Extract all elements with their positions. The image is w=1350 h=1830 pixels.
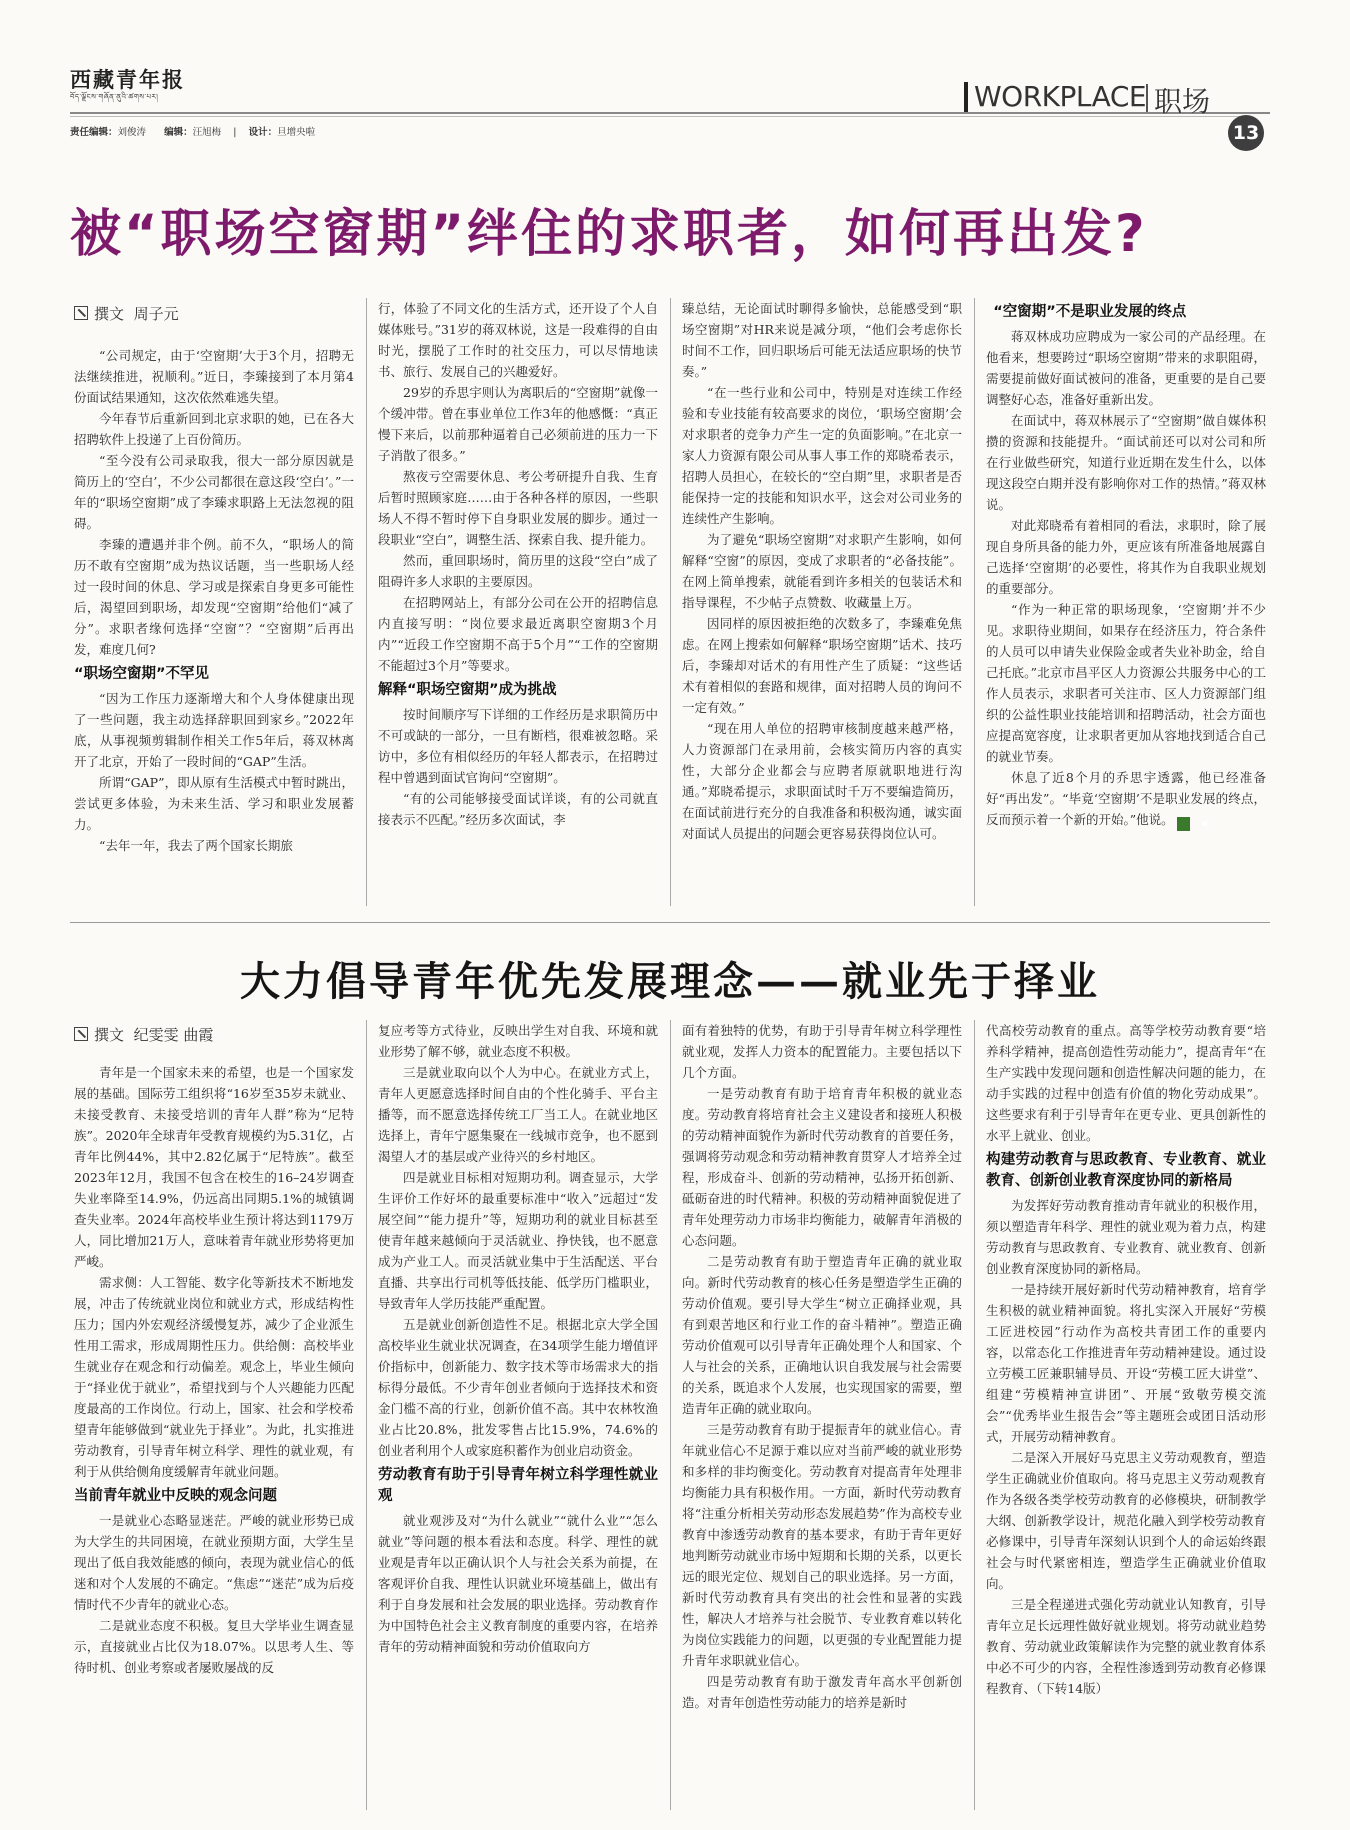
paragraph: [986, 515, 1266, 599]
paragraph-text: 解释“职场空窗期”成为挑战: [378, 682, 557, 698]
paragraph-text: “空窗期”不是职业发展的终点: [993, 304, 1187, 320]
article1-column-4: [986, 298, 1266, 831]
column-divider: [974, 1020, 975, 1810]
paragraph: [74, 1510, 354, 1615]
paragraph-text: 臻总结，无论面试时聊得多愉快，总能感受到“职场空窗期”对HR来说是减分项，“他们会考虑你长时间不工作，回归职场后可能无法适应职场的快节奏。”: [682, 301, 962, 379]
paragraph-text: “有的公司能够接受面试详谈，有的公司就直接表示不匹配。”经历多次面试，李: [378, 791, 658, 827]
byline-label: 撰文: [94, 1026, 125, 1044]
paragraph-text: 四是就业目标相对短期功利。调查显示，大学生评价工作好坏的最重要标准中“收入”远超过“发展空间”“能力提升”等，短期功利的就业目标甚至使青年越来越倾向于灵活就业、挣快钱，也不愿意成为产业工人。而灵活就业集中于生活配送、平台直播、共享出行司机等低技能、低学历门槛职业，导致青年人学历技能严重配置。: [378, 1170, 658, 1311]
paragraph: [986, 410, 1266, 515]
article1-column-1: [74, 345, 354, 856]
paragraph-text: “去年一年，我去了两个国家长期旅: [99, 838, 293, 853]
paragraph-text: “公司规定，由于‘空窗期’大于3个月，招聘无法继续推进，祝顺利。”近日，李臻接到了本月第4份面试结果通知，这次依然难逃失望。: [74, 348, 354, 405]
article2-column-4: [986, 1020, 1266, 1699]
article-separator-rule: [70, 922, 1270, 923]
paragraph-text: 对此郑晓希有着相同的看法，求职时，除了展现自身所具备的能力外，更应该有所准备地展露自己选择‘空窗期’的必要性，将其作为自我职业规划的重要部分。: [986, 518, 1266, 596]
paragraph-text: 一是就业心态略显迷茫。严峻的就业形势已成为大学生的共同困境，在就业预期方面，大学生呈现出了低自我效能感的倾向，表现为就业信心的低迷和对个人发展的不确定。“焦虑”“迷茫”成为后疫情时代不少青年的就业心态。: [74, 1513, 354, 1612]
article2-column-1: [74, 1062, 354, 1678]
paragraph: [986, 1020, 1266, 1146]
paragraph: [378, 466, 658, 550]
credit-label: 编辑：: [164, 127, 193, 138]
paragraph: [378, 1314, 658, 1461]
credit-value: 旦增央啦: [277, 127, 316, 138]
paragraph: [74, 450, 354, 534]
byline-label: 撰文: [94, 305, 125, 323]
paragraph-text: 劳动教育有助于引导青年树立科学理性就业观: [378, 1467, 658, 1504]
paragraph: [682, 1671, 962, 1713]
author-name: 周子元: [133, 305, 179, 323]
newspaper-tibetan-name: བོད་ལྗོངས་གཞོན་ནུའི་ཚགས་པར།: [70, 93, 159, 101]
paragraph-text: 今年春节后重新回到北京求职的她，已在各大招聘软件上投递了上百份简历。: [74, 411, 354, 447]
article1-byline: [74, 303, 179, 324]
end-of-article-icon: ▪: [1177, 817, 1190, 831]
paragraph-text: 因同样的原因被拒绝的次数多了，李臻难免焦虑。在网上搜索如何解释“职场空窗期”话术、技巧后，李臻却对话术的有用性产生了质疑：“这些话术有着相似的套路和规律，面对招聘人员的询问不一定有效。”: [682, 616, 962, 715]
paragraph: [986, 767, 1266, 831]
paragraph: [986, 1447, 1266, 1594]
pen-icon: [74, 1027, 88, 1041]
paragraph-text: 休息了近8个月的乔思宇透露，他已经准备好“再出发”。“毕竟‘空窗期’不是职业发展的终点，反而预示着一个新的开始。”他说。: [986, 770, 1266, 827]
paragraph: [682, 1020, 962, 1083]
paragraph: [986, 1279, 1266, 1447]
paragraph-text: 代高校劳动教育的重点。高等学校劳动教育要“培养科学精神，提高创造性劳动能力”，提高青年“在生产实践中发现问题和创造性解决问题的能力，在动手实践的过程中创造有价值的物化劳动成果”。这些要求有利于引导青年在更专业、更具创新性的水平上就业、创业。: [986, 1023, 1266, 1143]
paragraph-text: 五是就业创新创造性不足。根据北京大学全国高校毕业生就业状况调查，在34项学生能力增值评价指标中，创新能力、数字技术等市场需求大的指标得分最低。不少青年创业者倾向于选择技术和资金门槛不高的行业，创新价值不高。其中农林牧渔业占比20.8%，批发零售占比15.9%，74.6%的创业者利用个人或家庭积蓄作为创业启动资金。: [378, 1317, 658, 1458]
paragraph: [378, 1167, 658, 1314]
paragraph: [378, 298, 658, 382]
paragraph: [682, 718, 962, 844]
credit-value: 汪旭梅: [192, 127, 222, 138]
paragraph: [74, 1272, 354, 1482]
paragraph-text: 熬夜亏空需要休息、考公考研提升自我、生育后暂时照顾家庭……由于各种各样的原因，一些职场人不得不暂时停下自身职业发展的脚步。通过一段职业“空白”，调整生活、探索自我、提升能力。: [378, 469, 658, 547]
subheading: [986, 302, 1266, 323]
paragraph-text: 29岁的乔思宇则认为离职后的“空窗期”就像一个缓冲带。曾在事业单位工作3年的他感慨：“真正慢下来后，以前那种逼着自己必须前进的压力一下子消散了很多。”: [378, 385, 658, 463]
article2-column-2: [378, 1020, 658, 1657]
paragraph: [74, 835, 354, 856]
author-name: 纪雯雯 曲霞: [133, 1026, 214, 1044]
article2-headline: 大力倡导青年优先发展理念——就业先于择业: [240, 958, 1100, 1005]
paragraph-text: 行，体验了不同文化的生活方式，还开设了个人自媒体账号。”31岁的蒋双林说，这是一段难得的自由时光，摆脱了工作时的社交压力，可以尽情地读书、旅行、发展自己的兴趣爱好。: [378, 301, 658, 379]
paragraph-text: 四是劳动教育有助于激发青年高水平创新创造。对青年创造性劳动能力的培养是新时: [682, 1674, 962, 1710]
column-divider: [366, 1020, 367, 1810]
paragraph: [74, 345, 354, 408]
credit-separator: |: [233, 127, 237, 138]
column-divider: [366, 298, 367, 906]
column-divider: [670, 1020, 671, 1810]
paragraph-text: 三是就业取向以个人为中心。在就业方式上，青年人更愿意选择时间自由的个性化骑手、平台主播等，而不愿意选择传统工厂当工人。在就业地区选择上，青年宁愿集聚在一线城市竞争，也不愿到渴望人才的基层或产业待兴的乡村地区。: [378, 1065, 658, 1164]
paragraph-text: 就业观涉及对“为什么就业”“就什么业”“怎么就业”等问题的根本看法和态度。科学、理性的就业观是青年以正确认识个人与社会关系为前提，在客观评价自我、理性认识就业环境基础上，做出有利于自身发展和社会发展的职业选择。劳动教育作为中国特色社会主义教育制度的重要内容，在培养青年的劳动精神面貌和劳动价值取向方: [378, 1513, 658, 1654]
subheading: [378, 680, 658, 701]
paragraph: [74, 772, 354, 835]
paragraph-text: 为了避免“职场空窗期”对求职产生影响，如何解释“空窗”的原因，变成了求职者的“必备技能”。在网上简单搜索，就能看到许多相关的包装话术和指导课程，不少帖子点赞数、收藏量上万。: [682, 532, 962, 610]
credit-value: 刘俊涛: [117, 127, 147, 138]
column-divider: [974, 298, 975, 906]
pen-icon: [74, 306, 88, 320]
paragraph-text: 二是深入开展好马克思主义劳动观教育，塑造学生正确就业价值取向。将马克思主义劳动观教育作为各级各类学校劳动教育的必修模块，研制教学大纲、创新教学设计，规范化融入到学校劳动教育必修课中，引导青年深刻认识到个人的命运始终跟社会与时代紧密相连，塑造学生正确就业价值取向。: [986, 1450, 1266, 1591]
article1-headline: 被“职场空窗期”绊住的求职者，如何再出发?: [70, 205, 1148, 264]
paragraph: [378, 382, 658, 466]
paragraph: [986, 326, 1266, 410]
paragraph: [378, 788, 658, 830]
paragraph-text: 一是持续开展好新时代劳动精神教育，培育学生积极的就业精神面貌。将扎实深入开展好“劳模工匠进校园”行动作为高校共青团工作的重要内容，以常态化工作推进青年劳动精神建设。通过设立劳模工匠兼职辅导员、开设“劳模工匠大讲堂”、组建“劳模精神宣讲团”、开展“致敬劳模交流会”“优秀毕业生报告会”等主题班会或团日活动形式，开展劳动精神教育。: [986, 1282, 1266, 1444]
paragraph-text: 面有着独特的优势，有助于引导青年树立科学理性就业观，发挥人力资本的配置能力。主要包括以下几个方面。: [682, 1023, 962, 1080]
paragraph-text: 蒋双林成功应聘成为一家公司的产品经理。在他看来，想要跨过“职场空窗期”带来的求职阻碍，需要提前做好面试被问的准备，更重要的是自己要调整好心态，准备好重新出发。: [986, 329, 1266, 407]
paragraph-text: 需求侧：人工智能、数字化等新技术不断地发展，冲击了传统就业岗位和就业方式，形成结构性压力；国内外宏观经济缓慢复苏，减少了企业派生性用工需求，形成周期性压力。供给侧：高校毕业生就业存在观念和行动偏差。观念上，毕业生倾向于“择业优于就业”，希望找到与个人兴趣能力匹配度最高的工作岗位。行动上，国家、社会和学校希望青年能够做到“就业先于择业”。为此，扎实推进劳动教育，引导青年树立科学、理性的就业观，有利于从供给侧角度缓解青年就业问题。: [74, 1275, 354, 1479]
editor-credits: [70, 124, 315, 138]
paragraph: [682, 1251, 962, 1419]
paragraph-text: 在面试中，蒋双林展示了“空窗期”做自媒体积攒的资源和技能提升。“面试前还可以对公司和所在行业做些研究，知道行业近期在发生什么，以体现这段空白期并没有影响你对工作的热情。”蒋双林说。: [986, 413, 1266, 512]
paragraph-text: 为发挥好劳动教育推动青年就业的积极作用，须以塑造青年科学、理性的就业观为着力点，构建劳动教育与思政教育、专业教育、就业教育、创新创业教育深度协同的新格局。: [986, 1198, 1266, 1276]
paragraph-text: 在招聘网站上，有部分公司在公开的招聘信息内直接写明：“岗位要求最近离职空窗期3个月内”“近段工作空窗期不高于5个月”“工作的空窗期不能超过3个月”等要求。: [378, 595, 658, 673]
paragraph: [378, 1020, 658, 1062]
paragraph-text: 所谓“GAP”，即从原有生活模式中暂时跳出，尝试更多体验，为未来生活、学习和职业发展蓄力。: [74, 775, 354, 832]
credit-label: 设计：: [248, 127, 278, 138]
paragraph: [378, 550, 658, 592]
subheading: [74, 1486, 354, 1507]
paragraph: [986, 1195, 1266, 1279]
paragraph-text: 李臻的遭遇并非个例。前不久，“职场人的简历不敢有空窗期”成为热议话题，当一些职场人经过一段时间的休息、学习或是探索自身更多可能性后，渴望回到职场，却发现“空窗期”给他们“减了分”。求职者缘何选择“空窗”？“空窗期”后再出发，难度几何?: [74, 537, 354, 657]
paragraph-text: “在一些行业和公司中，特别是对连续工作经验和专业技能有较高要求的岗位，‘职场空窗期’会对求职者的竞争力产生一定的负面影响。”在北京一家人力资源有限公司从事人事工作的郑晓希表示，招聘人员担心，在较长的“空白期”里，求职者是否能保持一定的技能和知识水平，这会对公司业务的连续性产生影响。: [682, 385, 962, 526]
paragraph: [74, 408, 354, 450]
paragraph-text: 二是劳动教育有助于塑造青年正确的就业取向。新时代劳动教育的核心任务是塑造学生正确的劳动价值观。要引导大学生“树立正确择业观，具有到艰苦地区和行业工作的奋斗精神”。塑造正确劳动价值观可以引导青年正确处理个人和国家、个人与社会的关系，正确地认识自我发展与社会需要的关系，既追求个人发展，也实现国家的需要，塑造青年正确的就业取向。: [682, 1254, 962, 1416]
article2-byline: [74, 1024, 213, 1045]
paragraph-text: “至今没有公司录取我，很大一部分原因就是简历上的‘空白’，不少公司都很在意这段‘空白’。”一年的“职场空窗期”成了李臻求职路上无法忽视的阻碍。: [74, 453, 354, 531]
paragraph-text: 然而，重回职场时，简历里的这段“空白”成了阻碍许多人求职的主要原因。: [378, 553, 658, 589]
paragraph: [378, 1062, 658, 1167]
article1-column-2: [378, 298, 658, 830]
paragraph: [74, 688, 354, 772]
article1-column-3: [682, 298, 962, 844]
header-rule-thin: [70, 116, 1250, 117]
paragraph: [682, 529, 962, 613]
paragraph-text: 构建劳动教育与思政教育、专业教育、就业教育、创新创业教育深度协同的新格局: [986, 1152, 1266, 1189]
paragraph: [986, 1594, 1266, 1699]
section-marker-bar: [964, 82, 968, 112]
subheading: [986, 1150, 1266, 1192]
subheading: [74, 664, 354, 685]
paragraph-text: 复应考等方式待业，反映出学生对自我、环境和就业形势了解不够，就业态度不积极。: [378, 1023, 658, 1059]
paragraph: [682, 1083, 962, 1251]
section-divider: [1146, 84, 1148, 112]
paragraph: [74, 1615, 354, 1678]
paragraph-text: 三是劳动教育有助于提振青年的就业信心。青年就业信心不足源于难以应对当前严峻的就业形势和多样的非均衡变化。劳动教育对提高青年处理非均衡能力具有积极作用。一方面，新时代劳动教育将“注重分析相关劳动形态发展趋势”作为高校专业教育中渗透劳动教育的基本要求，有助于青年更好地判断劳动就业市场中短期和长期的关系，以更长远的眼光定位、规划自己的职业选择。另一方面，新时代劳动教育具有突出的社会性和显著的实践性，解决人才培养与社会脱节、专业教育难以转化为岗位实践能力的问题，以更强的专业配置能力提升青年求职就业信心。: [682, 1422, 962, 1668]
paragraph-text: 按时间顺序写下详细的工作经历是求职简历中不可或缺的一部分，一旦有断档，很难被忽略。采访中，多位有相似经历的年轻人都表示，在招聘过程中曾遇到面试官询问“空窗期”。: [378, 707, 658, 785]
paragraph-text: 二是就业态度不积极。复旦大学毕业生调查显示，直接就业占比仅为18.07%。以思考人生、等待时机、创业考察或者屡败屡战的反: [74, 1618, 354, 1675]
paragraph: [74, 1062, 354, 1272]
paragraph: [378, 704, 658, 788]
paragraph-text: 当前青年就业中反映的观念问题: [74, 1488, 277, 1504]
paragraph-text: “作为一种正常的职场现象，‘空窗期’并不少见。求职待业期间，如果存在经济压力，符合条件的人员可以申请失业保险金或者失业补助金，给自己托底。”北京市昌平区人力资源公共服务中心的工作人员表示，求职者可关注市、区人力资源部门组织的公益性职业技能培训和招聘活动，社会方面也应提高宽容度，让求职者更加从容地找到适合自己的就业节奏。: [986, 602, 1266, 764]
paragraph-text: 三是全程递进式强化劳动就业认知教育，引导青年立足长远理性做好就业规划。将劳动就业趋势教育、劳动就业政策解读作为完整的就业教育体系中必不可少的内容，全程性渗透到劳动教育必修课程教育、（下转14版）: [986, 1597, 1266, 1696]
page-number: 13: [1228, 115, 1264, 151]
paragraph-text: 一是劳动教育有助于培育青年积极的就业态度。劳动教育将培育社会主义建设者和接班人积极的劳动精神面貌作为新时代劳动教育的首要任务，强调将劳动观念和劳动精神教育贯穿人才培养全过程，形成奋斗、创新的劳动精神，弘扬开拓创新、砥砺奋进的时代精神。积极的劳动精神面貌促进了青年处理劳动力市场非均衡能力，破解青年消极的心态问题。: [682, 1086, 962, 1248]
paragraph-text: “因为工作压力逐渐增大和个人身体健康出现了一些问题，我主动选择辞职回到家乡。”2022年底，从事视频剪辑制作相关工作5年后，蒋双林离开了北京，开始了一段时间的“GAP”生活。: [74, 691, 354, 769]
paragraph: [682, 298, 962, 382]
paragraph: [682, 1419, 962, 1671]
paragraph: [378, 1510, 658, 1657]
paragraph: [986, 599, 1266, 767]
paragraph: [74, 534, 354, 660]
section-name-cn: 职场: [1154, 85, 1211, 118]
paragraph: [682, 613, 962, 718]
paragraph-text: 青年是一个国家未来的希望，也是一个国家发展的基础。国际劳工组织将“16岁至35岁未就业、未接受教育、未接受培训的青年人群”称为“尼特族”。2020年全球青年受教育规模约为5.31亿，占青年比例44%，其中2.82亿属于“尼特族”。截至2023年12月，我国不包含在校生的16–24岁调查失业率降至14.9%，仍远高出同期5.1%的城镇调查失业率。2024年高校毕业生预计将达到1179万人，同比增加21万人，意味着青年就业形势将更加严峻。: [74, 1065, 354, 1269]
subheading: [378, 1465, 658, 1507]
column-divider: [670, 298, 671, 906]
paragraph: [378, 592, 658, 676]
paragraph-text: “现在用人单位的招聘审核制度越来越严格，人力资源部门在录用前，会核实简历内容的真实性，大部分企业都会与应聘者原就职地进行沟通。”郑晓希提示，求职面试时千万不要编造简历，在面试前进行充分的自我准备和积极沟通，诚实面对面试人员提出的问题会更容易获得岗位认可。: [682, 721, 962, 841]
newspaper-name: 西藏青年报: [70, 67, 185, 92]
paragraph-text: “职场空窗期”不罕见: [74, 666, 210, 682]
section-name-en: WORKPLACE: [974, 80, 1147, 113]
paragraph: [682, 382, 962, 529]
credit-label: 责任编辑：: [70, 127, 118, 138]
article2-column-3: [682, 1020, 962, 1713]
